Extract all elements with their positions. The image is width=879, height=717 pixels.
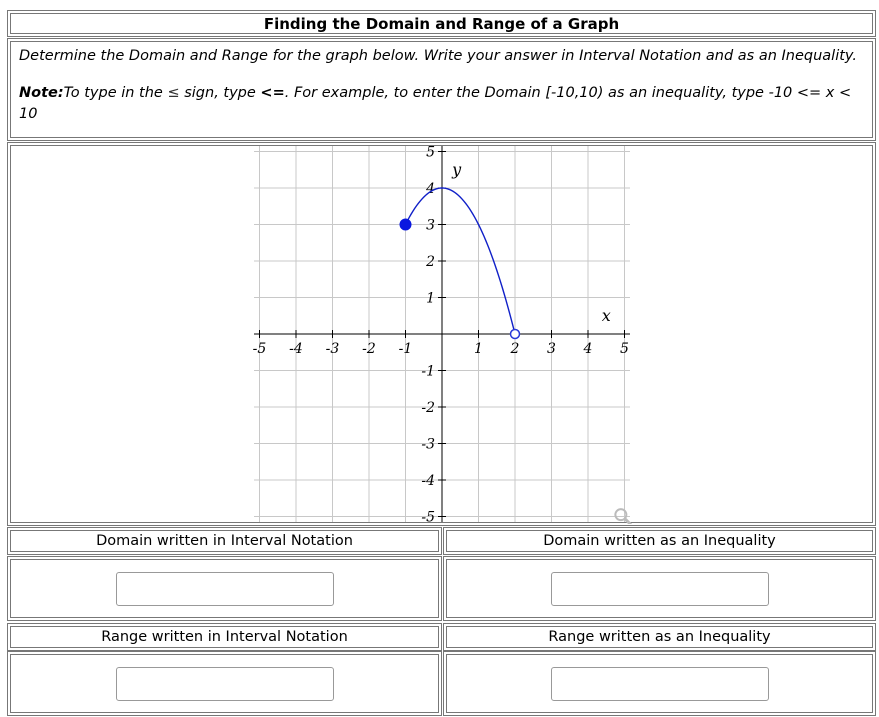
domain-inequality-header	[443, 527, 876, 555]
note-text	[19, 83, 864, 125]
domain-inequality-cell	[443, 556, 876, 621]
domain-inequality-label: Domain written as an Inequality	[446, 530, 873, 552]
function-graph	[11, 146, 874, 524]
x-axis-label: x	[601, 306, 611, 326]
domain-inequality-input[interactable]	[551, 572, 769, 606]
y-tick-label: 2	[426, 254, 435, 270]
x-tick-label: 4	[583, 341, 593, 357]
leq-symbol: ≤	[167, 85, 180, 101]
y-tick-label: -3	[421, 436, 435, 453]
range-inequality-header	[443, 623, 876, 651]
note-part1: To type in the	[63, 85, 163, 101]
title-panel	[7, 10, 876, 37]
range-interval-label: Range written in Interval Notation	[10, 626, 439, 648]
open-endpoint	[511, 330, 520, 339]
closed-endpoint	[400, 219, 411, 230]
range-interval-input[interactable]	[116, 667, 334, 701]
domain-interval-header	[7, 527, 442, 555]
y-tick-label: -2	[421, 400, 435, 416]
range-inequality-cell	[443, 651, 876, 716]
x-tick-label: 5	[620, 341, 629, 357]
x-tick-label: -2	[362, 341, 376, 357]
x-tick-label: -1	[398, 341, 413, 357]
x-tick-label: 1	[474, 341, 483, 357]
y-tick-label: 1	[426, 290, 435, 307]
range-interval-cell	[7, 651, 442, 716]
range-inequality-input[interactable]	[551, 667, 769, 701]
note-code: <=	[260, 85, 285, 101]
x-tick-label: -4	[289, 341, 303, 357]
y-tick-label: -4	[421, 473, 435, 489]
y-tick-label: -5	[421, 509, 435, 524]
range-inequality-label: Range written as an Inequality	[446, 626, 873, 648]
x-tick-label: 2	[510, 341, 520, 357]
note-part3: . For example, to enter the Domain [-10,10) as an inequality, type -10 <= x < 10	[19, 85, 852, 122]
domain-interval-cell	[7, 556, 442, 621]
y-tick-label: 3	[426, 217, 435, 234]
y-tick-label: 5	[426, 146, 435, 161]
graph-panel	[7, 142, 876, 526]
x-tick-label: 3	[547, 341, 556, 357]
note-label: Note:	[19, 85, 64, 101]
page-title: Finding the Domain and Range of a Graph	[10, 13, 873, 34]
x-tick-label: -3	[325, 341, 340, 357]
y-tick-label: -1	[421, 363, 435, 380]
y-tick-label: 4	[426, 181, 435, 197]
range-interval-header	[7, 623, 442, 651]
instructions-text: Determine the Domain and Range for the graph below. Write your answer in Interval Notation and as an Inequality.	[19, 48, 857, 64]
y-axis-label: y	[452, 160, 462, 180]
note-part2: sign, type	[184, 85, 256, 101]
x-tick-label: -5	[252, 341, 267, 357]
domain-interval-input[interactable]	[116, 572, 334, 606]
instructions-panel	[7, 38, 876, 141]
domain-interval-label: Domain written in Interval Notation	[10, 530, 439, 552]
